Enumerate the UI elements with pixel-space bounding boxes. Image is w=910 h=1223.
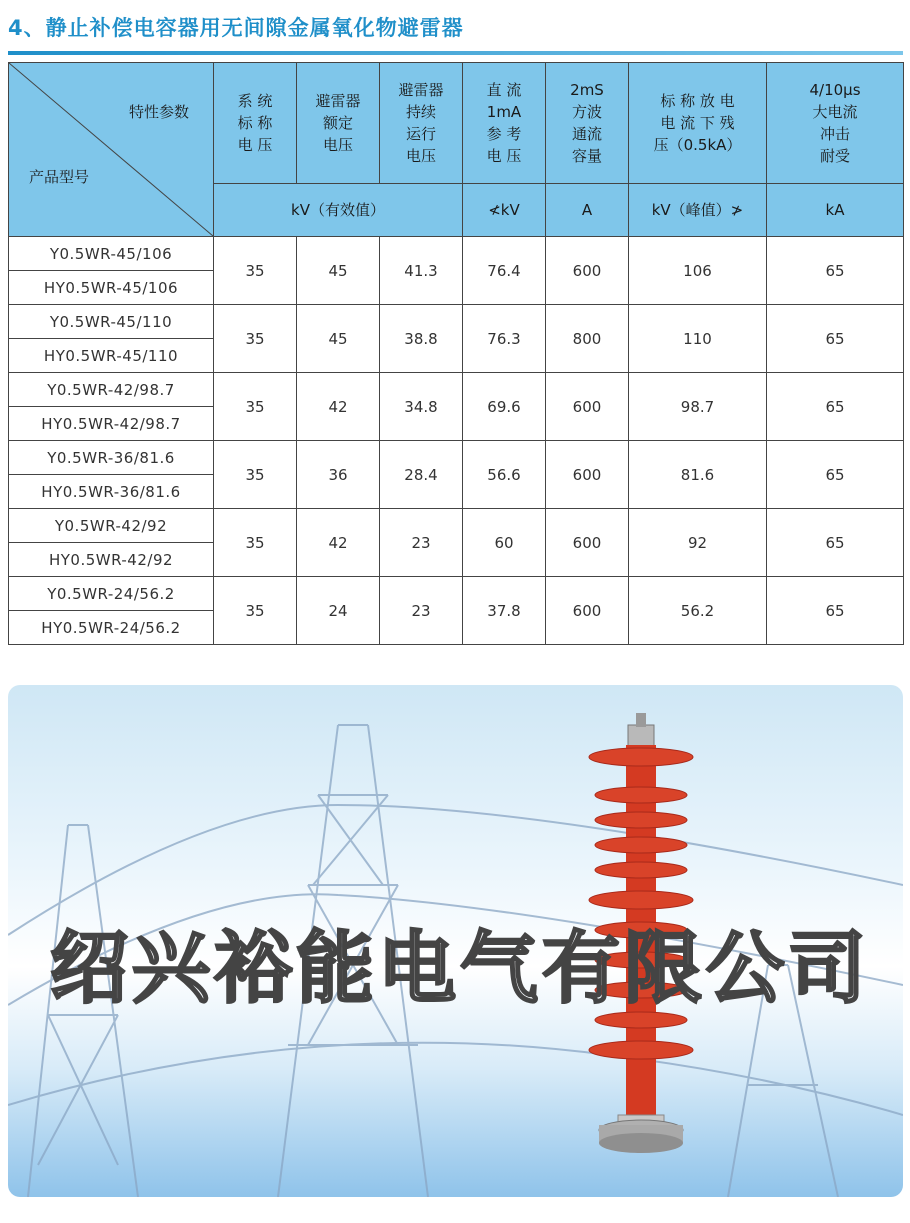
unit-kv-rms: kV（有效值）: [214, 184, 463, 237]
svg-text:绍兴裕能电气有限公司: 绍兴裕能电气有限公司: [49, 924, 871, 1014]
value-cell-v2: 36: [297, 441, 380, 509]
value-cell-v2: 45: [297, 237, 380, 305]
value-cell-v6: 98.7: [629, 373, 767, 441]
table-row: [9, 305, 904, 339]
value-cell-v3: 34.8: [380, 373, 463, 441]
value-cell-v4: 37.8: [463, 577, 546, 645]
unit-ampere: A: [546, 184, 629, 237]
value-cell-v7: 65: [767, 441, 904, 509]
value-cell-v5: 800: [546, 305, 629, 373]
header-residual-voltage: 标 称 放 电 电 流 下 残 压（0.5kA）: [629, 63, 767, 184]
value-cell-v1: 35: [214, 441, 297, 509]
value-cell-v7: 65: [767, 373, 904, 441]
value-cell-v6: 106: [629, 237, 767, 305]
value-cell-v7: 65: [767, 509, 904, 577]
model-y: Y0.5WR-45/110: [9, 305, 214, 339]
model-hy: HY0.5WR-36/81.6: [9, 475, 214, 509]
value-cell-v2: 42: [297, 509, 380, 577]
value-cell-v3: 23: [380, 577, 463, 645]
table-row: [9, 373, 904, 407]
unit-kv-min: ≮kV: [463, 184, 546, 237]
model-hy: HY0.5WR-42/98.7: [9, 407, 214, 441]
table-row: [9, 237, 904, 271]
value-cell-v6: 56.2: [629, 577, 767, 645]
value-cell-v6: 110: [629, 305, 767, 373]
value-cell-v3: 28.4: [380, 441, 463, 509]
company-watermark: [30, 905, 890, 1025]
header-dc-reference-voltage: 直 流 1mA 参 考 电 压: [463, 63, 546, 184]
model-hy: HY0.5WR-42/92: [9, 543, 214, 577]
value-cell-v2: 45: [297, 305, 380, 373]
table-row: [9, 577, 904, 611]
value-cell-v4: 76.3: [463, 305, 546, 373]
model-hy: HY0.5WR-24/56.2: [9, 611, 214, 645]
value-cell-v6: 92: [629, 509, 767, 577]
value-cell-v6: 81.6: [629, 441, 767, 509]
value-cell-v5: 600: [546, 237, 629, 305]
header-product-model: 产品型号: [29, 168, 90, 186]
value-cell-v1: 35: [214, 577, 297, 645]
value-cell-v4: 56.6: [463, 441, 546, 509]
spec-table-body: [9, 237, 904, 645]
spec-table: [8, 62, 904, 645]
value-cell-v3: 41.3: [380, 237, 463, 305]
model-y: Y0.5WR-45/106: [9, 237, 214, 271]
value-cell-v1: 35: [214, 237, 297, 305]
header-characteristic-params: 特性参数: [128, 103, 189, 121]
value-cell-v3: 23: [380, 509, 463, 577]
value-cell-v5: 600: [546, 577, 629, 645]
value-cell-v2: 24: [297, 577, 380, 645]
value-cell-v5: 600: [546, 509, 629, 577]
header-rated-voltage: 避雷器 额定 电压: [297, 63, 380, 184]
model-y: Y0.5WR-24/56.2: [9, 577, 214, 611]
header-high-current-impulse: 4/10μs 大电流 冲击 耐受: [767, 63, 904, 184]
value-cell-v1: 35: [214, 509, 297, 577]
model-y: Y0.5WR-36/81.6: [9, 441, 214, 475]
table-row: [9, 441, 904, 475]
value-cell-v1: 35: [214, 373, 297, 441]
value-cell-v5: 600: [546, 441, 629, 509]
value-cell-v4: 60: [463, 509, 546, 577]
value-cell-v7: 65: [767, 237, 904, 305]
value-cell-v7: 65: [767, 305, 904, 373]
value-cell-v4: 69.6: [463, 373, 546, 441]
model-hy: HY0.5WR-45/110: [9, 339, 214, 373]
value-cell-v4: 76.4: [463, 237, 546, 305]
page-title: 4、静止补偿电容器用无间隙金属氧化物避雷器: [8, 16, 464, 40]
title-underline: [8, 51, 903, 55]
header-continuous-voltage: 避雷器 持续 运行 电压: [380, 63, 463, 184]
diagonal-header-cell: [9, 63, 214, 237]
model-y: Y0.5WR-42/92: [9, 509, 214, 543]
value-cell-v5: 600: [546, 373, 629, 441]
value-cell-v2: 42: [297, 373, 380, 441]
table-row: [9, 509, 904, 543]
model-hy: HY0.5WR-45/106: [9, 271, 214, 305]
header-system-voltage: 系 统 标 称 电 压: [214, 63, 297, 184]
model-y: Y0.5WR-42/98.7: [9, 373, 214, 407]
unit-ka: kA: [767, 184, 904, 237]
unit-kv-peak: kV（峰值）≯: [629, 184, 767, 237]
header-square-wave-capacity: 2mS 方波 通流 容量: [546, 63, 629, 184]
value-cell-v7: 65: [767, 577, 904, 645]
value-cell-v3: 38.8: [380, 305, 463, 373]
value-cell-v1: 35: [214, 305, 297, 373]
